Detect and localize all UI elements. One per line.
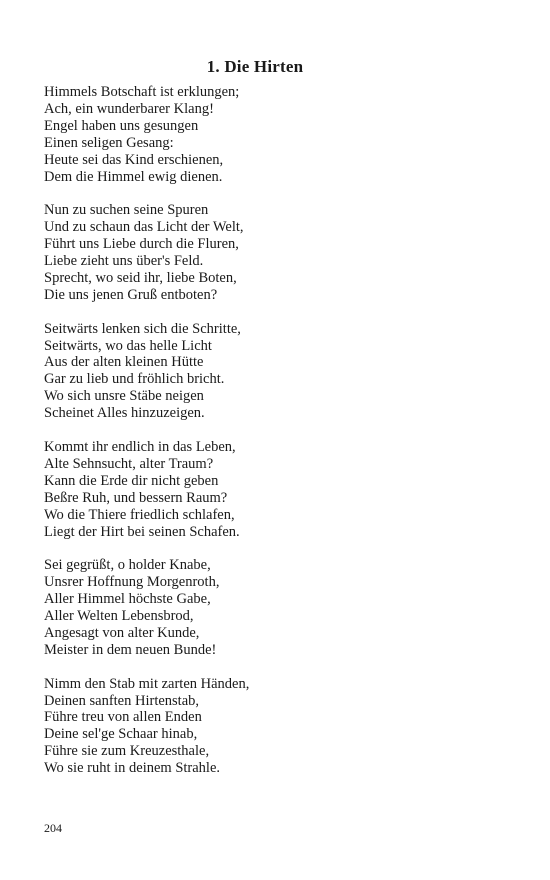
verse-line: Deinen sanften Hirtenstab,: [44, 692, 200, 709]
verse-line: Aller Himmel höchste Gabe,: [44, 591, 211, 608]
verse-line: Nun zu suchen seine Spuren: [44, 202, 209, 219]
verse-line: Führe treu von allen Enden: [44, 709, 202, 726]
verse-line: Gar zu lieb und fröhlich bricht.: [44, 371, 225, 388]
stanza: [44, 676, 524, 777]
verse-line: Engel haben uns gesungen: [44, 117, 199, 134]
verse-line: Scheinet Alles hinzuzeigen.: [44, 405, 205, 422]
verse-line: Einen seligen Gesang:: [44, 134, 174, 151]
verse-line: Kann die Erde dir nicht geben: [44, 472, 219, 489]
poem-body: [44, 84, 524, 794]
page-number: 204: [44, 821, 62, 835]
verse-line: Seitwärts lenken sich die Schritte,: [44, 320, 241, 337]
verse-line: Wo die Thiere friedlich schlafen,: [44, 506, 235, 523]
verse-line: Führt uns Liebe durch die Fluren,: [44, 236, 239, 253]
stanza: [44, 439, 524, 540]
verse-line: Alte Sehnsucht, alter Traum?: [44, 455, 214, 472]
verse-line: Kommt ihr endlich in das Leben,: [44, 438, 236, 455]
verse-line: Angesagt von alter Kunde,: [44, 624, 200, 641]
stanza: [44, 84, 524, 185]
stanza: [44, 557, 524, 658]
verse-line: Führe sie zum Kreuzesthale,: [44, 743, 210, 760]
verse-line: Deine sel'ge Schaar hinab,: [44, 726, 198, 743]
verse-line: Liebe zieht uns über's Feld.: [44, 253, 204, 270]
verse-line: Meister in dem neuen Bunde!: [44, 641, 217, 658]
verse-line: Aller Welten Lebensbrod,: [44, 608, 194, 625]
verse-line: Und zu schaun das Licht der Welt,: [44, 219, 244, 236]
verse-line: Beßre Ruh, und bessern Raum?: [44, 489, 228, 506]
poem-title: 1. Die Hirten: [206, 57, 304, 76]
stanza: [44, 321, 524, 422]
stanza: [44, 202, 524, 303]
verse-line: Die uns jenen Gruß entboten?: [44, 286, 218, 303]
verse-line: Himmels Botschaft ist erklungen;: [44, 84, 240, 100]
verse-line: Unsrer Hoffnung Morgenroth,: [44, 574, 220, 591]
verse-line: Wo sie ruht in deinem Strahle.: [44, 760, 221, 777]
verse-line: Dem die Himmel ewig dienen.: [44, 168, 223, 185]
verse-line: Sei gegrüßt, o holder Knabe,: [44, 557, 211, 574]
verse-line: Seitwärts, wo das helle Licht: [44, 337, 212, 354]
verse-line: Sprecht, wo seid ihr, liebe Boten,: [44, 269, 237, 286]
verse-line: Nimm den Stab mit zarten Händen,: [44, 675, 250, 692]
verse-line: Wo sich unsre Stäbe neigen: [44, 388, 204, 405]
verse-line: Aus der alten kleinen Hütte: [44, 354, 204, 371]
verse-line: Liegt der Hirt bei seinen Schafen.: [44, 523, 240, 540]
verse-line: Heute sei das Kind erschienen,: [44, 151, 224, 168]
verse-line: Ach, ein wunderbarer Klang!: [44, 100, 214, 117]
